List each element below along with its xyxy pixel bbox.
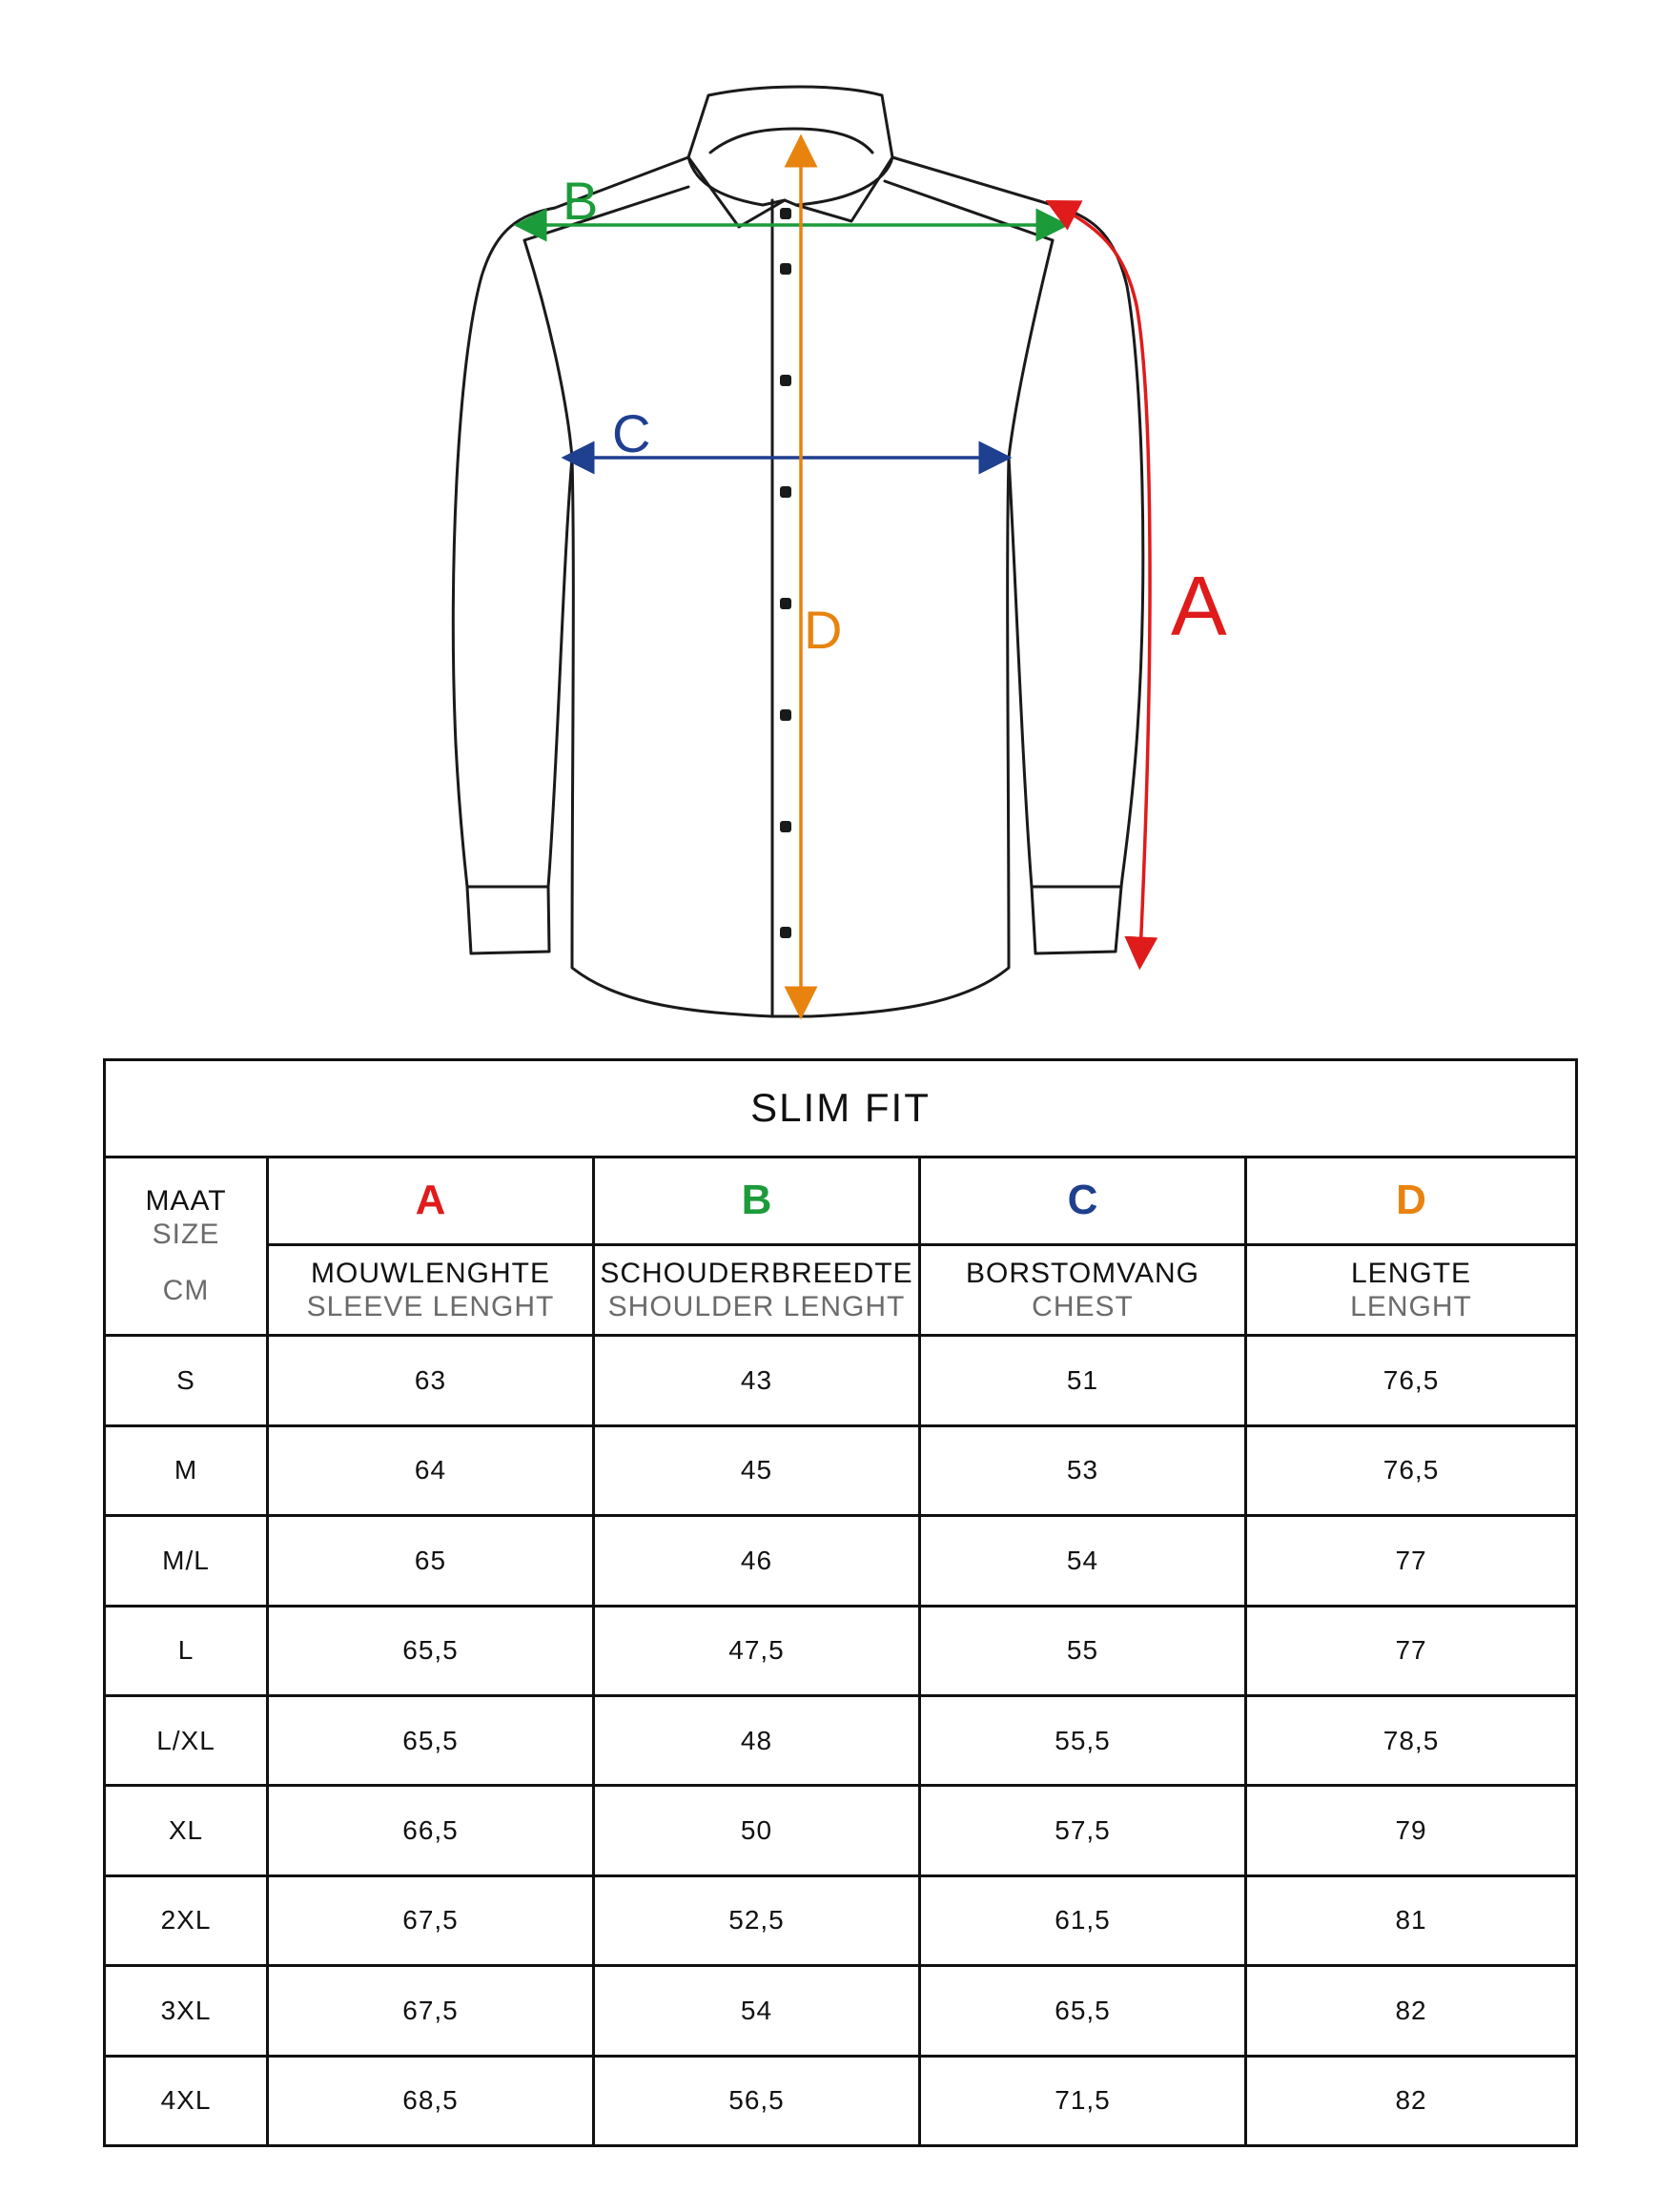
value-cell: 54 [594,1966,920,2056]
measure-arrow-a [1060,208,1150,953]
right-sleeve [1009,208,1143,887]
button [780,927,791,938]
value-cell: 66,5 [268,1786,594,1875]
letter-row [105,1157,1577,1244]
button [780,263,791,275]
table-row [105,1966,1577,2056]
letter-c: C [1067,1177,1098,1224]
value-cell: 77 [1246,1516,1577,1606]
column-letter-d [1246,1157,1577,1244]
column-header-secondary: CHEST [1032,1291,1134,1323]
size-cell: M [105,1425,268,1515]
button [780,375,791,386]
value-cell: 65,5 [268,1606,594,1695]
column-header-secondary: SHOULDER LENGHT [607,1291,906,1323]
value-cell: 53 [920,1425,1246,1515]
table-row [105,1695,1577,1785]
value-cell: 56,5 [594,2056,920,2145]
size-cell: L/XL [105,1695,268,1785]
value-cell: 67,5 [268,1966,594,2056]
size-cell: XL [105,1786,268,1875]
letter-b: B [741,1177,772,1224]
value-cell: 65,5 [268,1695,594,1785]
shirt-body [524,240,1053,1016]
column-header-secondary: LENGHT [1350,1291,1472,1323]
size-column-header [105,1157,268,1336]
shirt-measurement-diagram [0,0,1659,1030]
column-header-c [920,1244,1246,1335]
left-sleeve [453,208,572,887]
table-row [105,1336,1577,1425]
value-cell: 63 [268,1336,594,1425]
value-cell: 47,5 [594,1606,920,1695]
value-cell: 65 [268,1516,594,1606]
table-row [105,1606,1577,1695]
value-cell: 65,5 [920,1966,1246,2056]
size-cell: 2XL [105,1875,268,1965]
collar-band [710,129,872,153]
value-cell: 82 [1246,2056,1577,2145]
size-header-primary: MAAT [145,1185,227,1218]
size-cell: L [105,1606,268,1695]
yoke-line-left [524,187,688,240]
size-cell: 4XL [105,2056,268,2145]
table-row [105,1786,1577,1875]
column-header-primary: LENGTE [1351,1258,1472,1290]
value-cell: 52,5 [594,1875,920,1965]
value-cell: 43 [594,1336,920,1425]
right-cuff [1032,887,1121,953]
table-row [105,1516,1577,1606]
label-a: A [1171,559,1227,653]
column-header-secondary: SLEEVE LENGHT [306,1291,555,1323]
column-header-b [594,1244,920,1335]
table-row [105,1875,1577,1965]
value-cell: 82 [1246,1966,1577,2056]
button [780,208,791,219]
collar-right-point [796,157,892,221]
value-cell: 51 [920,1336,1246,1425]
value-cell: 55 [920,1606,1246,1695]
size-header-secondary: SIZE [152,1219,220,1251]
value-cell: 50 [594,1786,920,1875]
value-cell: 64 [268,1425,594,1515]
table-title: SLIM FIT [105,1060,1577,1157]
column-header-primary: MOUWLENGHTE [311,1258,550,1290]
collar-left-point [688,157,785,227]
value-cell: 78,5 [1246,1695,1577,1785]
value-cell: 76,5 [1246,1336,1577,1425]
button [780,821,791,832]
value-cell: 45 [594,1425,920,1515]
button [780,486,791,498]
size-cell: S [105,1336,268,1425]
value-cell: 61,5 [920,1875,1246,1965]
yoke-line-right [885,181,1053,240]
column-letter-c [920,1157,1246,1244]
table-row [105,2056,1577,2145]
table-body [105,1336,1577,2146]
column-header-primary: SCHOUDERBREEDTE [600,1258,913,1290]
value-cell: 71,5 [920,2056,1246,2145]
value-cell: 46 [594,1516,920,1606]
column-header-d [1246,1244,1577,1335]
column-header-row [105,1244,1577,1335]
value-cell: 79 [1246,1786,1577,1875]
size-header-unit: CM [162,1275,210,1307]
size-cell: 3XL [105,1966,268,2056]
label-c: C [612,403,651,463]
column-header-primary: BORSTOMVANG [966,1258,1199,1290]
column-letter-a [268,1157,594,1244]
table-row [105,1425,1577,1515]
column-header-a [268,1244,594,1335]
label-b: B [563,171,599,231]
value-cell: 57,5 [920,1786,1246,1875]
left-cuff [467,887,549,953]
value-cell: 81 [1246,1875,1577,1965]
button [780,709,791,721]
value-cell: 68,5 [268,2056,594,2145]
letter-a: A [415,1177,446,1224]
right-shoulder [892,157,1062,208]
value-cell: 48 [594,1695,920,1785]
value-cell: 77 [1246,1606,1577,1695]
value-cell: 76,5 [1246,1425,1577,1515]
column-letter-b [594,1157,920,1244]
value-cell: 55,5 [920,1695,1246,1785]
table-title-row [105,1060,1577,1157]
size-cell: M/L [105,1516,268,1606]
button [780,598,791,609]
buttons [780,208,791,938]
value-cell: 67,5 [268,1875,594,1965]
label-d: D [804,600,843,660]
size-table [103,1058,1578,2147]
value-cell: 54 [920,1516,1246,1606]
letter-d: D [1396,1177,1426,1224]
